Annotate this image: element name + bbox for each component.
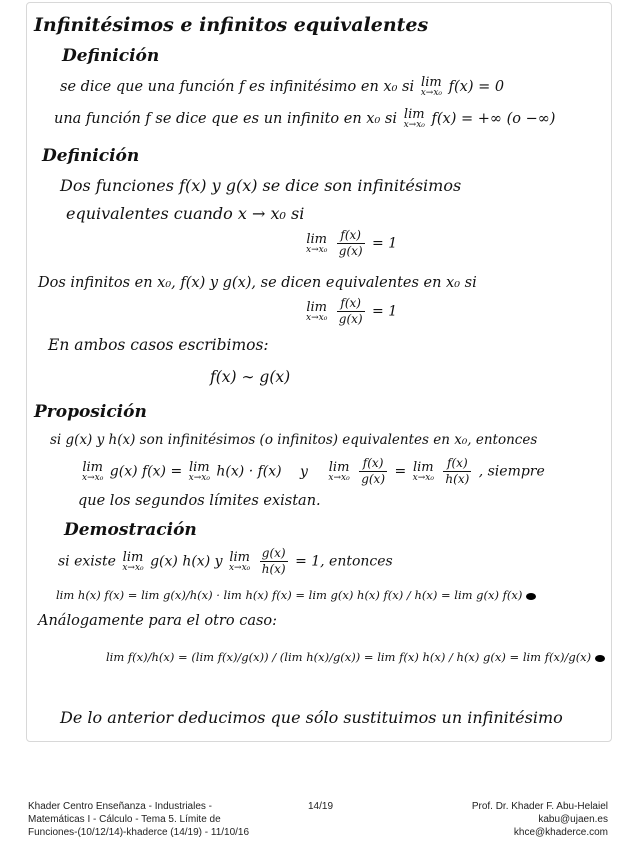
limit-expr: lim x→x₀ bbox=[306, 299, 328, 323]
def1-line2-value: f(x) = +∞ (o −∞) bbox=[431, 111, 556, 127]
proposition-heading: Proposición bbox=[34, 402, 147, 422]
definition-2-line-2: equivalentes cuando x → x₀ si bbox=[66, 204, 305, 223]
page-footer bbox=[28, 800, 608, 842]
demonstration-line-3: Análogamente para el otro caso: bbox=[38, 613, 278, 629]
fraction: $\frac{f(x)}{g(x)}$ bbox=[338, 296, 363, 326]
demonstration-line-2: lim h(x) f(x) = lim g(x)/h(x) · lim h(x) f(x) = lim g(x) h(x) f(x) / h(x) = lim g(x) f(x) bbox=[56, 588, 536, 602]
end-of-proof-icon bbox=[595, 655, 605, 662]
footer-author-info: Prof. Dr. Khader F. Abu-Helaiel kabu@ujaen.es khce@khaderce.com bbox=[471, 801, 608, 838]
def1-line1-value: f(x) = 0 bbox=[448, 79, 505, 95]
equals-one: = 1 bbox=[372, 235, 398, 252]
definition-2-line-4: En ambos casos escribimos: bbox=[48, 336, 269, 354]
demonstration-heading: Demostración bbox=[64, 520, 197, 540]
demonstration-line-4: lim f(x)/h(x) = (lim f(x)/g(x)) / (lim h(x)/g(x)) = lim f(x) h(x) / h(x) g(x) = lim f(x)/g(x) bbox=[106, 650, 605, 664]
equivalence-notation: f(x) ∼ g(x) bbox=[210, 368, 291, 386]
fraction: $\frac{f(x)}{g(x)}$ bbox=[338, 228, 363, 258]
limit-expr: lim x→x₀ bbox=[306, 231, 328, 255]
demonstration-line-1: si existe lim x→x₀ g(x) h(x) y lim x→x₀ $\frac{g(x)}{h(x)}$ = 1, entonces bbox=[58, 546, 393, 576]
definition-1-heading: Definición bbox=[62, 46, 160, 66]
definition-2-heading: Definición bbox=[42, 146, 140, 166]
page-title: Infinitésimos e infinitos equivalentes bbox=[34, 14, 429, 36]
definition-2-line-1: Dos funciones f(x) y g(x) se dice son infinitésimos bbox=[60, 176, 462, 195]
equals-one: = 1 bbox=[372, 303, 398, 320]
page-number: 14/19 bbox=[308, 801, 334, 812]
definition-1-line-1 bbox=[60, 76, 504, 98]
def1-line1-text: se dice que una función f es infinitésimo en x₀ si bbox=[60, 79, 415, 95]
definition-2-formula-2 bbox=[304, 296, 397, 327]
footer-course-info: Khader Centro Enseñanza - Industriales - Matemáticas I - Cálculo - Tema 5. Límite de Funciones-(10/12/14)-khaderce (14/19) - 11/10/16 bbox=[28, 801, 250, 838]
end-of-proof-icon bbox=[526, 593, 536, 600]
conclusion-line: De lo anterior deducimos que sólo sustituimos un infinitésimo bbox=[60, 708, 563, 727]
proposition-line-3: que los segundos límites existan. bbox=[78, 493, 321, 509]
definition-1-line-2 bbox=[54, 108, 555, 130]
definition-2-line-3: Dos infinitos en x₀, f(x) y g(x), se dicen equivalentes en x₀ si bbox=[38, 275, 477, 291]
definition-2-formula-1 bbox=[304, 228, 397, 259]
limit-expr: lim x→x₀ bbox=[403, 107, 425, 130]
limit-expr: lim x→x₀ bbox=[420, 75, 443, 98]
def1-line2-text: una función f se dice que es un infinito en x₀ si bbox=[54, 111, 397, 127]
proposition-line-2: lim x→x₀ g(x) f(x) = lim x→x₀ h(x) · f(x) y lim x→x₀ $\frac{f(x)}{g(x)}$ = lim x→x₀ $\frac{f(x)}{h(x)}$ , siempre bbox=[82, 456, 545, 486]
proposition-line-1: si g(x) y h(x) son infinitésimos (o infinitos) equivalentes en x₀, entonces bbox=[50, 432, 538, 448]
